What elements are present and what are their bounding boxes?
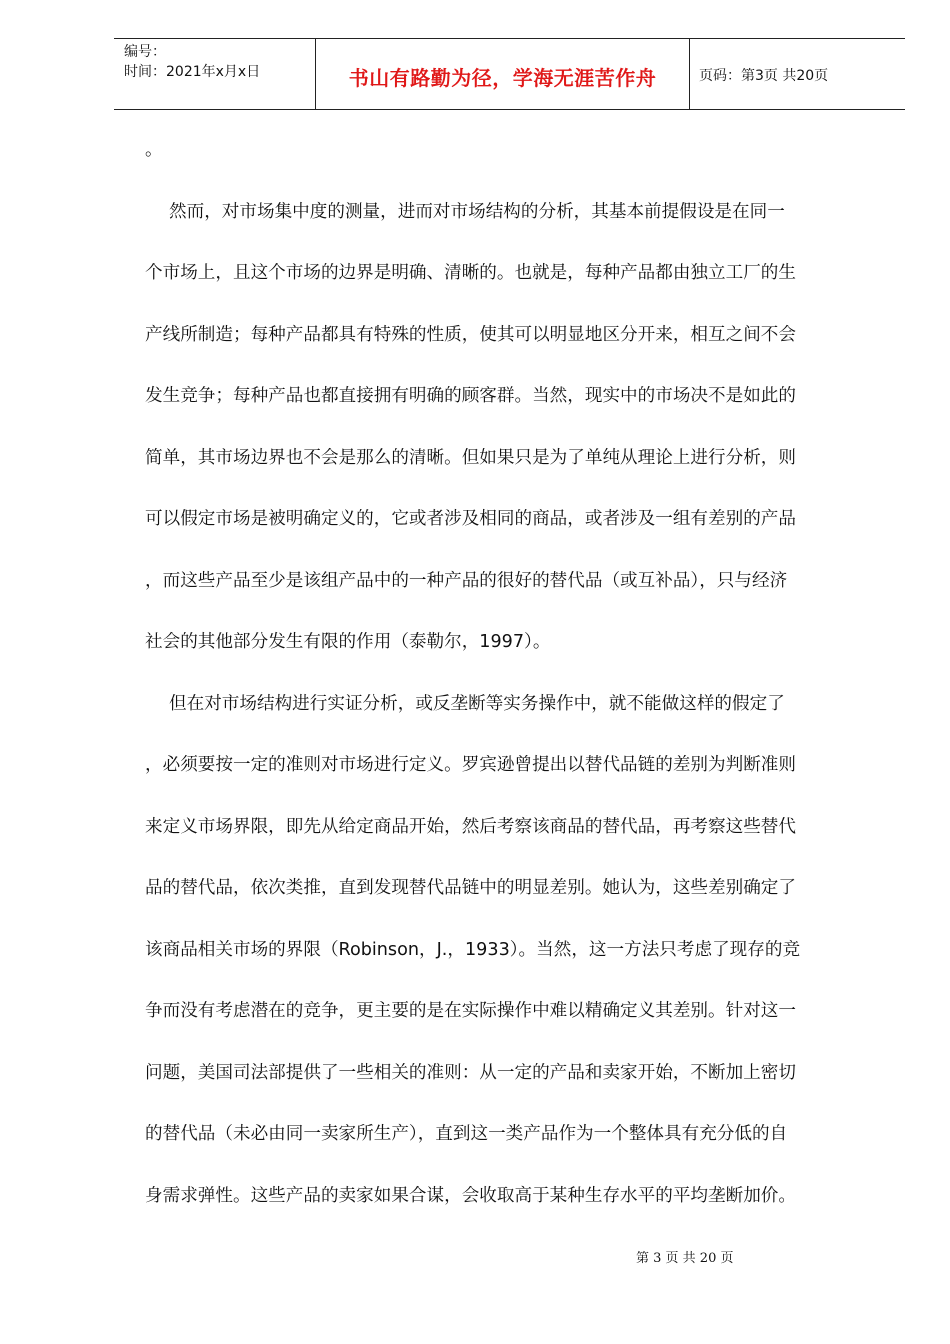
body-line: 社会的其他部分发生有限的作用（泰勒尔，1997）。 [145, 632, 551, 652]
body-line: 的替代品（未必由同一卖家所生产），直到这一类产品作为一个整体具有充分低的自 [145, 1124, 788, 1144]
body-line: 可以假定市场是被明确定义的，它或者涉及相同的商品，或者涉及一组有差别的产品 [145, 509, 796, 529]
body-line: 产线所制造；每种产品都具有特殊的性质，使其可以明显地区分开来，相互之间不会 [145, 324, 796, 345]
body-line: 问题，美国司法部提供了一些相关的准则：从一定的产品和卖家开始，不断加上密切 [145, 1062, 796, 1083]
body-line: ，必须要按一定的准则对市场进行定义。罗宾逊曾提出以替代品链的差别为判断准则 [145, 755, 796, 775]
page-footer: 第 3 页 共 20 页 [636, 1251, 734, 1266]
header-meta-cell [114, 39, 316, 109]
header-page-cell [690, 39, 905, 109]
page-header [114, 38, 905, 110]
body-line: 简单，其市场边界也不会是那么的清晰。但如果只是为了单纯从理论上进行分析，则 [145, 447, 796, 468]
body-line: 。 [145, 140, 163, 160]
header-motto-cell [316, 39, 690, 109]
body-line: 发生竞争；每种产品也都直接拥有明确的顾客群。当然，现实中的市场决不是如此的 [145, 386, 796, 406]
document-time-label: 时间：2021年x月x日 [124, 64, 261, 80]
body-line: 争而没有考虑潜在的竞争，更主要的是在实际操作中难以精确定义其差别。针对这一 [145, 1001, 796, 1021]
header-page-code: 页码：第3页 共20页 [699, 68, 829, 84]
header-motto: 书山有路勤为径，学海无涯苦作舟 [348, 66, 657, 90]
document-body [145, 135, 870, 1242]
body-line: 该商品相关市场的界限（Robinson，J.，1933）。当然，这一方法只考虑了现存的竞 [145, 939, 801, 960]
body-line: 但在对市场结构进行实证分析，或反垄断等实务操作中，就不能做这样的假定了 [169, 693, 785, 714]
document-number-label: 编号： [124, 44, 166, 60]
body-line: 身需求弹性。这些产品的卖家如果合谋，会收取高于某种生存水平的平均垄断加价。 [145, 1185, 796, 1206]
body-line: ，而这些产品至少是该组产品中的一种产品的很好的替代品（或互补品），只与经济 [145, 570, 788, 591]
body-line: 个市场上，且这个市场的边界是明确、清晰的。也就是，每种产品都由独立工厂的生 [145, 263, 796, 283]
body-line: 然而，对市场集中度的测量，进而对市场结构的分析，其基本前提假设是在同一 [169, 201, 785, 222]
body-line: 品的替代品，依次类推，直到发现替代品链中的明显差别。她认为，这些差别确定了 [145, 878, 796, 898]
body-line: 来定义市场界限，即先从给定商品开始，然后考察该商品的替代品，再考察这些替代 [145, 816, 796, 837]
